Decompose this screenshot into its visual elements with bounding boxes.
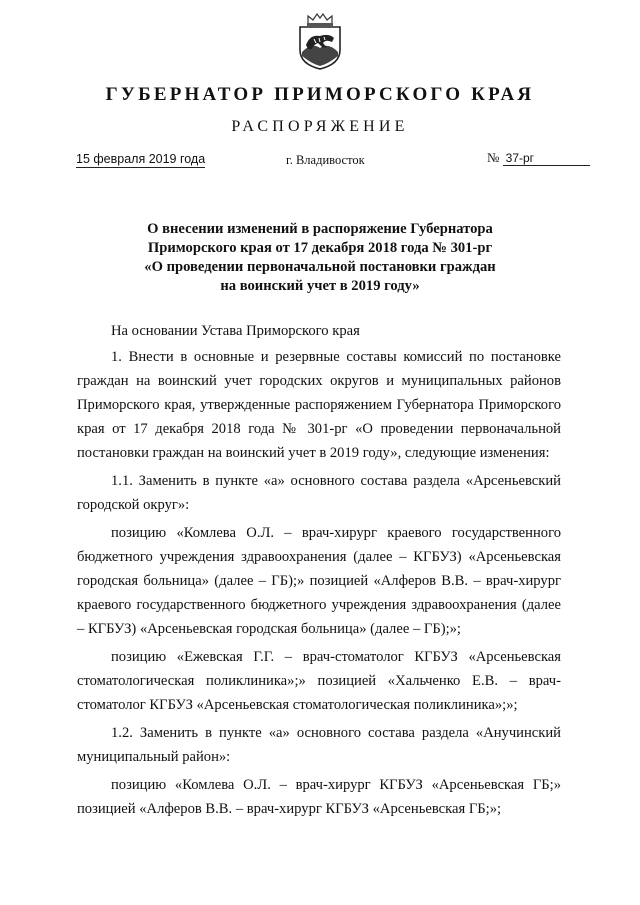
- body-paragraph: позицию «Комлева О.Л. – врач-хирург краевого государственного бюджетного учреждения здравоохранения (далее – КГБУЗ) «Арсеньевская городская больница» (далее – ГБ);» позицией «Алферов В.В. – врач-хирург краевого государственного бюджетного учреждения здравоохранения (далее – КГБУЗ) «Арсеньевская городская больница» (далее – ГБ);»;: [77, 525, 561, 637]
- document-number-label: №: [487, 150, 500, 165]
- document-date: 15 февраля 2019 года: [76, 152, 206, 166]
- tiger-shield-icon: [296, 12, 344, 70]
- document-city: г. Владивосток: [286, 153, 365, 167]
- coat-of-arms-icon: [296, 12, 344, 70]
- body-paragraph: 1.1. Заменить в пункте «а» основного состава раздела «Арсеньевский городской округ»:: [77, 473, 561, 513]
- title-line: на воинский учет в 2019 году»: [220, 278, 420, 294]
- document-number: 37-рг: [503, 151, 590, 166]
- document-body: [77, 319, 561, 825]
- document-type-heading: РАСПОРЯЖЕНИЕ: [231, 118, 409, 135]
- document-title: [0, 220, 640, 296]
- title-line: «О проведении первоначальной постановки граждан: [144, 259, 496, 275]
- body-paragraph: позицию «Комлева О.Л. – врач-хирург КГБУЗ «Арсеньевская ГБ;» позицией «Алферов В.В. – врач-хирург КГБУЗ «Арсеньевская ГБ;»;: [77, 777, 561, 817]
- title-line: Приморского края от 17 декабря 2018 года № 301-рг: [147, 240, 493, 256]
- body-paragraph: На основании Устава Приморского края: [111, 323, 360, 339]
- authority-heading: ГУБЕРНАТОР ПРИМОРСКОГО КРАЯ: [105, 84, 535, 105]
- body-paragraph: 1. Внести в основные и резервные составы комиссий по постановке граждан на воинский учет городских округов и муниципальных районов Приморского края, утвержденные распоряжением Губернатора Приморского края от 17 декабря 2018 года № 301-рг «О проведении первоначальной постановки граждан на воинский учет в 2019 году», следующие изменения:: [77, 349, 561, 461]
- body-paragraph: позицию «Ежевская Г.Г. – врач-стоматолог КГБУЗ «Арсеньевская стоматологическая поликлиника»;» позицией «Хальченко Е.В. – врач-стоматолог КГБУЗ «Арсеньевская стоматологическая поликлиника»;»;: [77, 649, 561, 713]
- document-number-block: [487, 150, 590, 166]
- body-paragraph: 1.2. Заменить в пункте «а» основного состава раздела «Анучинский муниципальный район»:: [77, 725, 561, 765]
- title-line: О внесении изменений в распоряжение Губернатора: [147, 221, 493, 237]
